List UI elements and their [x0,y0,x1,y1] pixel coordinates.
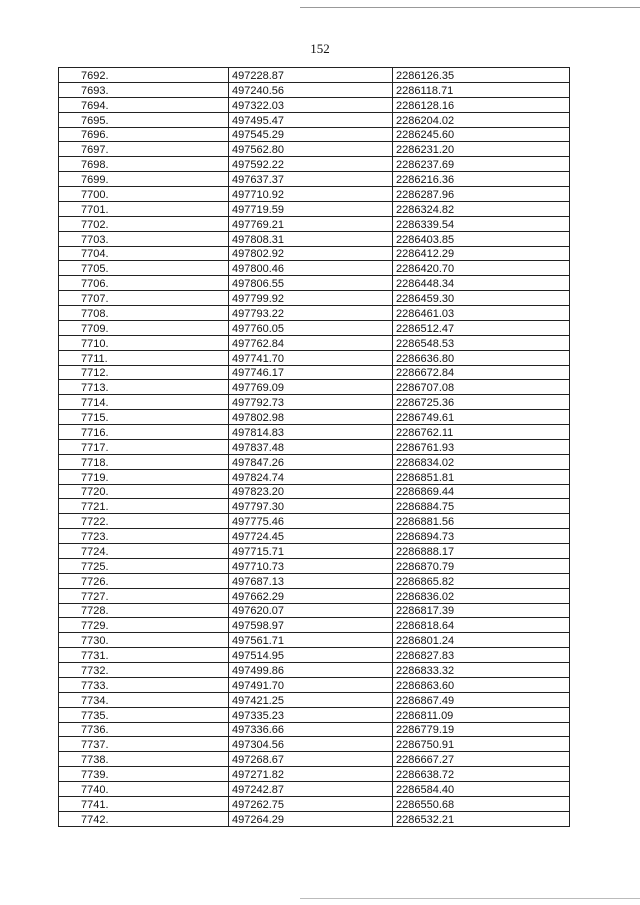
point-number-cell: 7729. [59,618,229,633]
x-coordinate-cell: 497802.92 [229,246,393,261]
x-coordinate-cell: 497495.47 [229,112,393,127]
y-coordinate-cell: 2286750.91 [393,737,570,752]
table-row [59,454,570,469]
y-coordinate-cell: 2286818.64 [393,618,570,633]
point-number-cell: 7696. [59,127,229,142]
y-coordinate-cell: 2286287.96 [393,187,570,202]
y-coordinate-cell: 2286548.53 [393,335,570,350]
point-number-cell: 7723. [59,529,229,544]
x-coordinate-cell: 497710.92 [229,187,393,202]
point-number-cell: 7698. [59,157,229,172]
table-row [59,306,570,321]
y-coordinate-cell: 2286801.24 [393,633,570,648]
y-coordinate-cell: 2286884.75 [393,499,570,514]
y-coordinate-cell: 2286672.84 [393,365,570,380]
point-number-cell: 7724. [59,544,229,559]
table-row [59,365,570,380]
point-number-cell: 7731. [59,648,229,663]
y-coordinate-cell: 2286881.56 [393,514,570,529]
table-row [59,484,570,499]
y-coordinate-cell: 2286324.82 [393,201,570,216]
table-row [59,752,570,767]
table-row [59,782,570,797]
point-number-cell: 7721. [59,499,229,514]
point-number-cell: 7714. [59,395,229,410]
point-number-cell: 7702. [59,216,229,231]
x-coordinate-cell: 497268.67 [229,752,393,767]
table-row [59,544,570,559]
table-row [59,350,570,365]
y-coordinate-cell: 2286636.80 [393,350,570,365]
y-coordinate-cell: 2286851.81 [393,469,570,484]
x-coordinate-cell: 497598.97 [229,618,393,633]
y-coordinate-cell: 2286834.02 [393,454,570,469]
table-row [59,395,570,410]
point-number-cell: 7718. [59,454,229,469]
y-coordinate-cell: 2286459.30 [393,291,570,306]
y-coordinate-cell: 2286707.08 [393,380,570,395]
x-coordinate-cell: 497775.46 [229,514,393,529]
table-row [59,499,570,514]
y-coordinate-cell: 2286231.20 [393,142,570,157]
y-coordinate-cell: 2286448.34 [393,276,570,291]
point-number-cell: 7716. [59,425,229,440]
table-row [59,335,570,350]
y-coordinate-cell: 2286204.02 [393,112,570,127]
y-coordinate-cell: 2286817.39 [393,603,570,618]
y-coordinate-cell: 2286779.19 [393,722,570,737]
y-coordinate-cell: 2286216.36 [393,172,570,187]
x-coordinate-cell: 497797.30 [229,499,393,514]
point-number-cell: 7692. [59,68,229,83]
point-number-cell: 7737. [59,737,229,752]
table-row [59,425,570,440]
table-row [59,633,570,648]
point-number-cell: 7738. [59,752,229,767]
x-coordinate-cell: 497514.95 [229,648,393,663]
y-coordinate-cell: 2286667.27 [393,752,570,767]
point-number-cell: 7701. [59,201,229,216]
x-coordinate-cell: 497240.56 [229,82,393,97]
coordinates-table [58,67,570,827]
table-row [59,187,570,202]
y-coordinate-cell: 2286761.93 [393,439,570,454]
y-coordinate-cell: 2286584.40 [393,782,570,797]
point-number-cell: 7728. [59,603,229,618]
x-coordinate-cell: 497662.29 [229,588,393,603]
table-row [59,514,570,529]
point-number-cell: 7711. [59,350,229,365]
table-row [59,246,570,261]
table-row [59,216,570,231]
point-number-cell: 7694. [59,97,229,112]
point-number-cell: 7733. [59,677,229,692]
table-row [59,469,570,484]
y-coordinate-cell: 2286512.47 [393,320,570,335]
x-coordinate-cell: 497823.20 [229,484,393,499]
y-coordinate-cell: 2286888.17 [393,544,570,559]
point-number-cell: 7730. [59,633,229,648]
y-coordinate-cell: 2286118.71 [393,82,570,97]
y-coordinate-cell: 2286403.85 [393,231,570,246]
x-coordinate-cell: 497715.71 [229,544,393,559]
y-coordinate-cell: 2286126.35 [393,68,570,83]
table-row [59,97,570,112]
y-coordinate-cell: 2286863.60 [393,677,570,692]
x-coordinate-cell: 497545.29 [229,127,393,142]
point-number-cell: 7720. [59,484,229,499]
page-number: 152 [310,41,330,56]
point-number-cell: 7707. [59,291,229,306]
y-coordinate-cell: 2286461.03 [393,306,570,321]
x-coordinate-cell: 497769.09 [229,380,393,395]
point-number-cell: 7722. [59,514,229,529]
table-row [59,439,570,454]
x-coordinate-cell: 497792.73 [229,395,393,410]
bottom-rule [300,898,640,899]
x-coordinate-cell: 497562.80 [229,142,393,157]
y-coordinate-cell: 2286894.73 [393,529,570,544]
point-number-cell: 7739. [59,767,229,782]
point-number-cell: 7704. [59,246,229,261]
coordinates-table-body [59,68,570,827]
y-coordinate-cell: 2286867.49 [393,692,570,707]
y-coordinate-cell: 2286420.70 [393,261,570,276]
y-coordinate-cell: 2286833.32 [393,663,570,678]
point-number-cell: 7736. [59,722,229,737]
y-coordinate-cell: 2286869.44 [393,484,570,499]
table-row [59,663,570,678]
table-row [59,82,570,97]
y-coordinate-cell: 2286237.69 [393,157,570,172]
point-number-cell: 7740. [59,782,229,797]
point-number-cell: 7735. [59,707,229,722]
y-coordinate-cell: 2286870.79 [393,558,570,573]
x-coordinate-cell: 497620.07 [229,603,393,618]
x-coordinate-cell: 497561.71 [229,633,393,648]
table-row [59,811,570,826]
y-coordinate-cell: 2286827.83 [393,648,570,663]
x-coordinate-cell: 497242.87 [229,782,393,797]
table-row [59,767,570,782]
x-coordinate-cell: 497847.26 [229,454,393,469]
point-number-cell: 7732. [59,663,229,678]
y-coordinate-cell: 2286532.21 [393,811,570,826]
y-coordinate-cell: 2286811.09 [393,707,570,722]
point-number-cell: 7709. [59,320,229,335]
point-number-cell: 7726. [59,573,229,588]
table-row [59,648,570,663]
point-number-cell: 7697. [59,142,229,157]
x-coordinate-cell: 497824.74 [229,469,393,484]
x-coordinate-cell: 497262.75 [229,796,393,811]
point-number-cell: 7693. [59,82,229,97]
table-row [59,320,570,335]
x-coordinate-cell: 497800.46 [229,261,393,276]
y-coordinate-cell: 2286128.16 [393,97,570,112]
table-row [59,603,570,618]
point-number-cell: 7700. [59,187,229,202]
x-coordinate-cell: 497806.55 [229,276,393,291]
table-row [59,677,570,692]
table-row [59,291,570,306]
table-row [59,380,570,395]
point-number-cell: 7706. [59,276,229,291]
x-coordinate-cell: 497741.70 [229,350,393,365]
x-coordinate-cell: 497808.31 [229,231,393,246]
point-number-cell: 7710. [59,335,229,350]
point-number-cell: 7725. [59,558,229,573]
table-row [59,529,570,544]
point-number-cell: 7699. [59,172,229,187]
table-row [59,707,570,722]
table-row [59,68,570,83]
table-row [59,157,570,172]
x-coordinate-cell: 497264.29 [229,811,393,826]
y-coordinate-cell: 2286836.02 [393,588,570,603]
x-coordinate-cell: 497228.87 [229,68,393,83]
y-coordinate-cell: 2286762.11 [393,425,570,440]
x-coordinate-cell: 497322.03 [229,97,393,112]
point-number-cell: 7708. [59,306,229,321]
x-coordinate-cell: 497799.92 [229,291,393,306]
y-coordinate-cell: 2286550.68 [393,796,570,811]
point-number-cell: 7741. [59,796,229,811]
point-number-cell: 7719. [59,469,229,484]
x-coordinate-cell: 497802.98 [229,410,393,425]
table-row [59,276,570,291]
table-row [59,737,570,752]
point-number-cell: 7712. [59,365,229,380]
x-coordinate-cell: 497719.59 [229,201,393,216]
point-number-cell: 7734. [59,692,229,707]
table-row [59,722,570,737]
x-coordinate-cell: 497271.82 [229,767,393,782]
x-coordinate-cell: 497814.83 [229,425,393,440]
y-coordinate-cell: 2286339.54 [393,216,570,231]
point-number-cell: 7713. [59,380,229,395]
y-coordinate-cell: 2286865.82 [393,573,570,588]
x-coordinate-cell: 497687.13 [229,573,393,588]
x-coordinate-cell: 497769.21 [229,216,393,231]
x-coordinate-cell: 497837.48 [229,439,393,454]
x-coordinate-cell: 497762.84 [229,335,393,350]
y-coordinate-cell: 2286749.61 [393,410,570,425]
x-coordinate-cell: 497304.56 [229,737,393,752]
y-coordinate-cell: 2286638.72 [393,767,570,782]
x-coordinate-cell: 497592.22 [229,157,393,172]
x-coordinate-cell: 497793.22 [229,306,393,321]
table-row [59,142,570,157]
table-row [59,558,570,573]
x-coordinate-cell: 497637.37 [229,172,393,187]
table-row [59,261,570,276]
x-coordinate-cell: 497724.45 [229,529,393,544]
point-number-cell: 7703. [59,231,229,246]
table-row [59,172,570,187]
y-coordinate-cell: 2286725.36 [393,395,570,410]
point-number-cell: 7695. [59,112,229,127]
x-coordinate-cell: 497336.66 [229,722,393,737]
point-number-cell: 7742. [59,811,229,826]
y-coordinate-cell: 2286245.60 [393,127,570,142]
top-rule [300,7,640,8]
table-row [59,112,570,127]
table-row [59,410,570,425]
x-coordinate-cell: 497746.17 [229,365,393,380]
table-row [59,573,570,588]
point-number-cell: 7727. [59,588,229,603]
table-row [59,231,570,246]
point-number-cell: 7717. [59,439,229,454]
x-coordinate-cell: 497335.23 [229,707,393,722]
table-row [59,618,570,633]
table-row [59,127,570,142]
x-coordinate-cell: 497760.05 [229,320,393,335]
table-row [59,692,570,707]
table-row [59,796,570,811]
table-row [59,201,570,216]
point-number-cell: 7715. [59,410,229,425]
x-coordinate-cell: 497421.25 [229,692,393,707]
x-coordinate-cell: 497491.70 [229,677,393,692]
point-number-cell: 7705. [59,261,229,276]
x-coordinate-cell: 497710.73 [229,558,393,573]
y-coordinate-cell: 2286412.29 [393,246,570,261]
x-coordinate-cell: 497499.86 [229,663,393,678]
table-row [59,588,570,603]
